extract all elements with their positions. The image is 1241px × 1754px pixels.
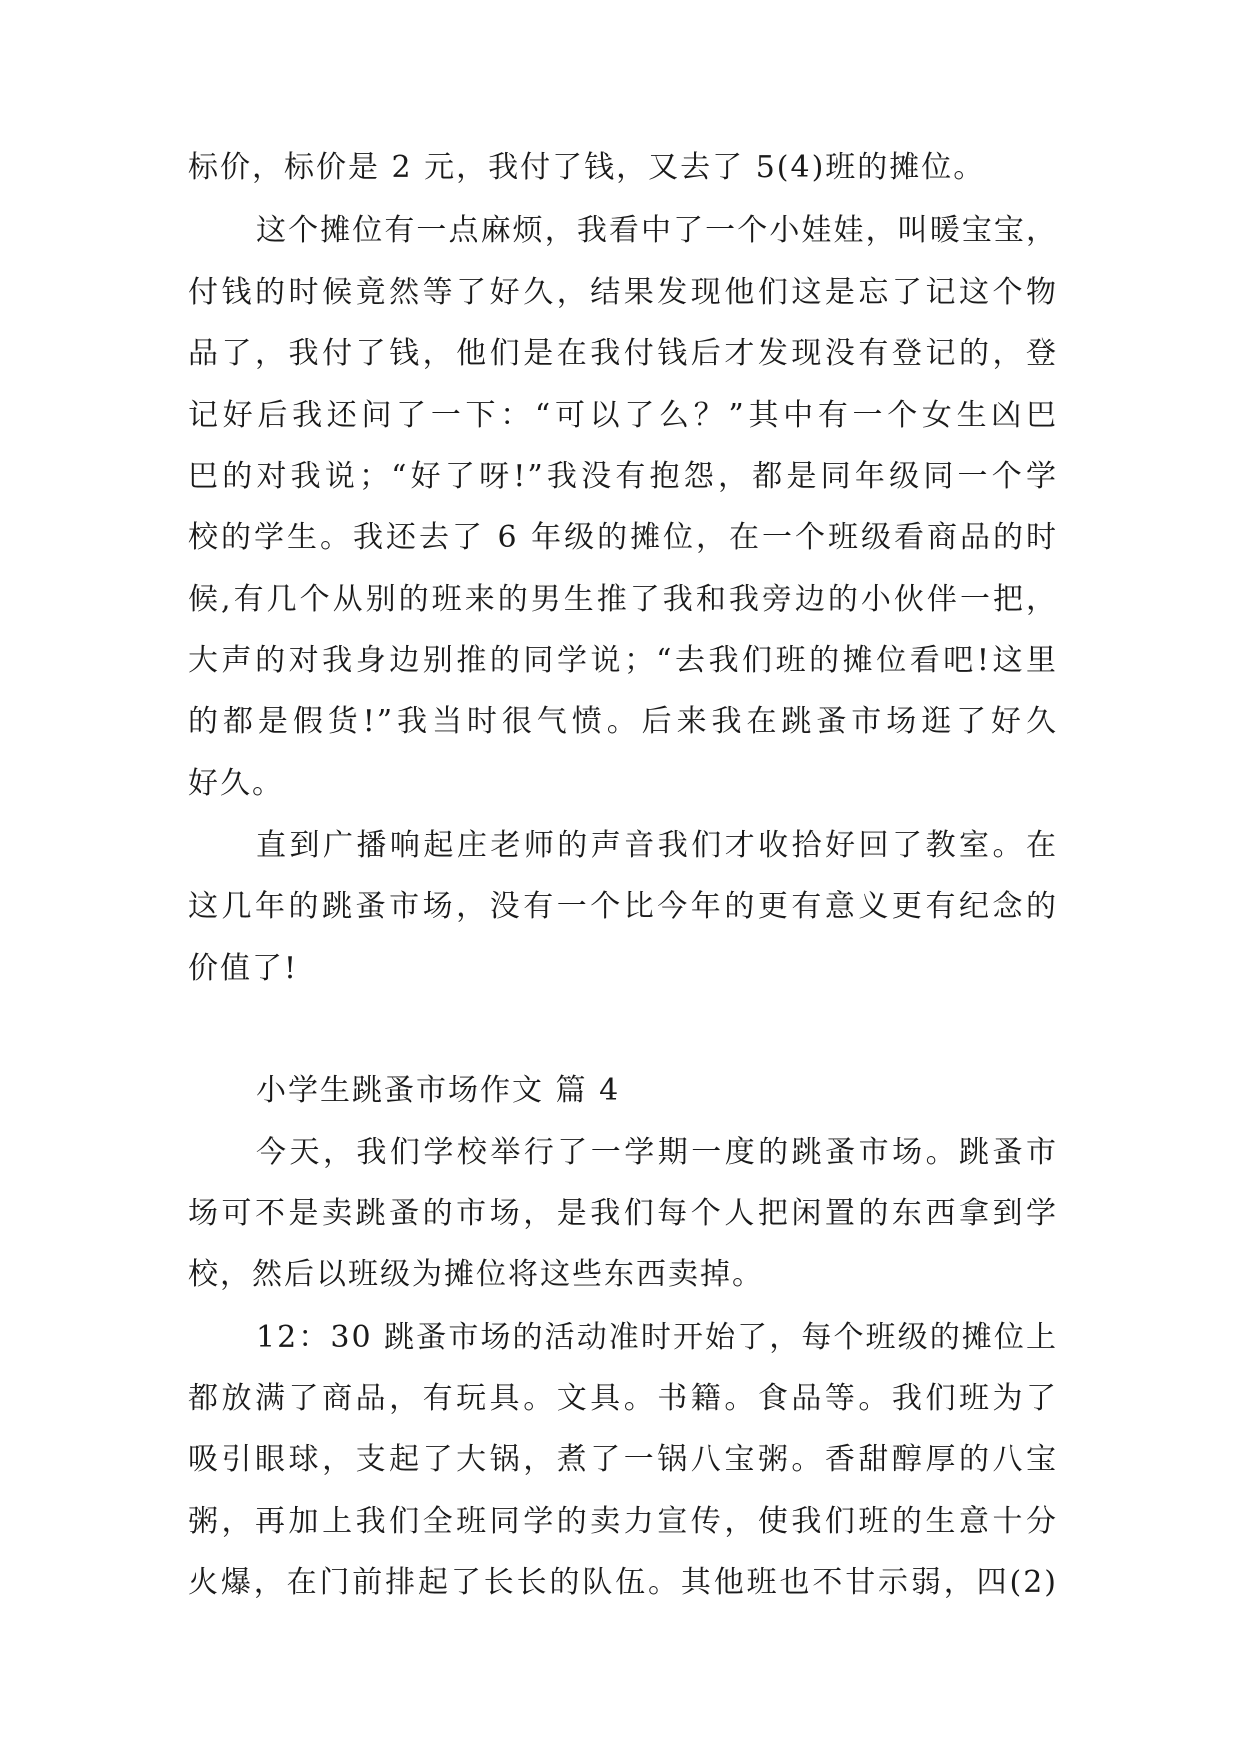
text-line: 吸引眼球，支起了大锅，煮了一锅八宝粥。香甜醇厚的八宝 — [188, 1442, 1058, 1477]
text-line: 校，然后以班级为摊位将这些东西卖掉。 — [188, 1257, 764, 1292]
text-line: 记好后我还问了一下：“可以了么？”其中有一个女生凶巴 — [188, 398, 1058, 433]
text-line: 的都是假货!”我当时很气愤。后来我在跳蚤市场逛了好久 — [188, 704, 1058, 739]
text-line: 12：30 跳蚤市场的活动准时开始了，每个班级的摊位上 — [256, 1320, 1058, 1355]
text-line: 直到广播响起庄老师的声音我们才收拾好回了教室。在 — [256, 828, 1058, 863]
text-line: 付钱的时候竟然等了好久，结果发现他们这是忘了记这个物 — [188, 275, 1058, 310]
text-line: 巴的对我说；“好了呀!”我没有抱怨，都是同年级同一个学 — [188, 459, 1058, 494]
section-heading: 小学生跳蚤市场作文 篇 4 — [256, 1073, 621, 1108]
text-line: 场可不是卖跳蚤的市场，是我们每个人把闲置的东西拿到学 — [188, 1196, 1058, 1231]
text-line: 今天，我们学校举行了一学期一度的跳蚤市场。跳蚤市 — [256, 1135, 1058, 1170]
text-line: 品了，我付了钱，他们是在我付钱后才发现没有登记的，登 — [188, 336, 1058, 371]
text-line: 价值了! — [188, 951, 299, 986]
text-line: 校的学生。我还去了 6 年级的摊位，在一个班级看商品的时 — [188, 520, 1058, 555]
text-line: 这个摊位有一点麻烦，我看中了一个小娃娃，叫暖宝宝， — [256, 213, 1058, 248]
text-line: 这几年的跳蚤市场，没有一个比今年的更有意义更有纪念的 — [188, 889, 1058, 924]
text-line: 都放满了商品，有玩具。文具。书籍。食品等。我们班为了 — [188, 1381, 1058, 1416]
text-line: 粥，再加上我们全班同学的卖力宣传，使我们班的生意十分 — [188, 1504, 1058, 1539]
text-line: 好久。 — [188, 766, 284, 801]
text-line: 大声的对我身边别推的同学说；“去我们班的摊位看吧!这里 — [188, 643, 1058, 678]
text-line: 标价，标价是 2 元，我付了钱，又去了 5(4)班的摊位。 — [188, 150, 986, 185]
text-line: 候,有几个从别的班来的男生推了我和我旁边的小伙伴一把， — [188, 582, 1058, 617]
text-line: 火爆，在门前排起了长长的队伍。其他班也不甘示弱，四(2) — [188, 1565, 1058, 1600]
